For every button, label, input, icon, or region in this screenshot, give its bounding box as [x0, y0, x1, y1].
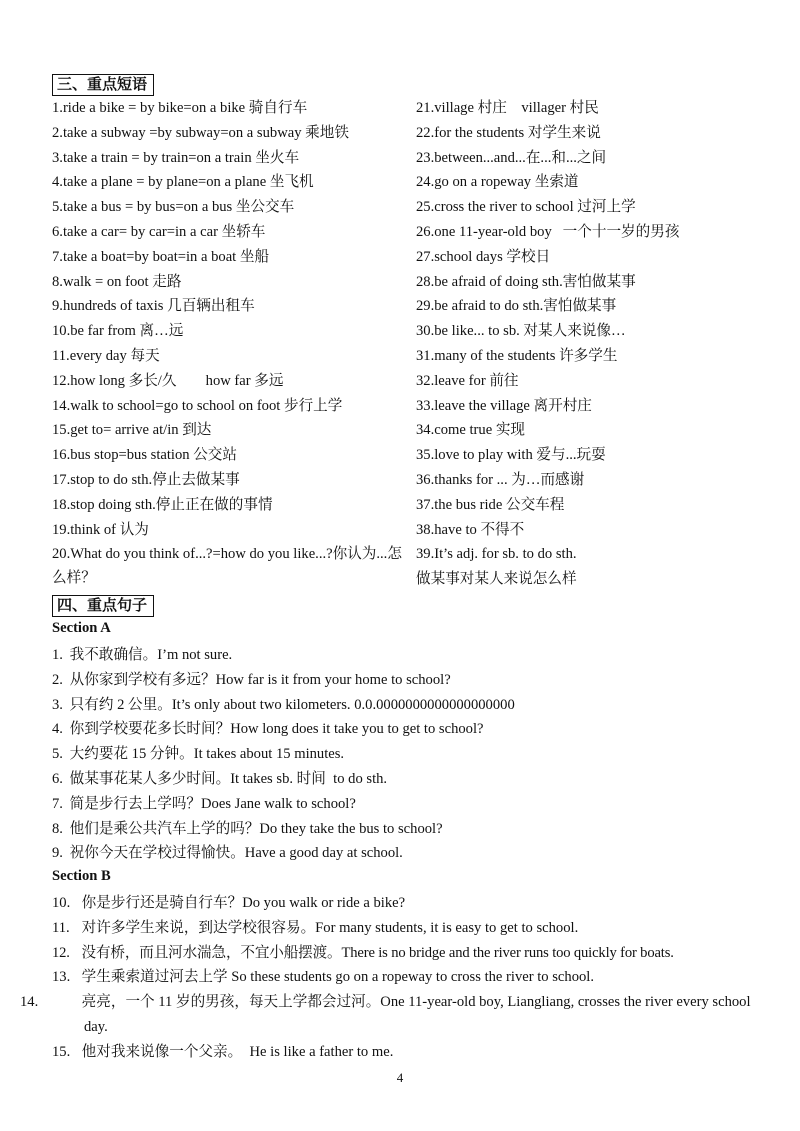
phrase-item: 20.What do you think of...?=how do you like...?你认为...怎么样？ — [52, 546, 402, 587]
phrase-list-left — [52, 96, 402, 590]
phrase-item: 39.It’s adj. for sb. to do sth. — [416, 546, 577, 563]
section-b-title: Section B — [52, 868, 111, 884]
sentence-item — [52, 693, 772, 718]
sentence-item — [52, 767, 772, 792]
phrase-item: 1.ride a bike = by bike=on a bike 骑自行车 — [52, 100, 308, 116]
sentence-text: 学生乘索道过河去上学 So these students go on a ropeway to cross the river to school. — [81, 969, 594, 986]
sentence-item — [52, 817, 772, 842]
page-number: 4 — [396, 1070, 404, 1085]
sentence-text: 你是步行还是骑自行车？Do you walk or ride a bike? — [81, 895, 406, 911]
sentence-number: 6. — [52, 770, 63, 787]
phrase-item: 24.go on a ropeway 坐索道 — [416, 174, 579, 191]
phrase-item: 5.take a bus = by bus=on a bus 坐公交车 — [52, 199, 295, 216]
phrase-item: 8.walk = on foot 走路 — [52, 273, 182, 290]
sentence-text: 我不敢确信。I’m not sure. — [69, 647, 233, 663]
phrase-item: 做某事对某人来说怎么样 — [416, 571, 577, 588]
sentence-item — [52, 941, 772, 966]
phrase-item: 9.hundreds of taxis 几百辆出租车 — [52, 298, 255, 315]
phrase-item: 18.stop doing sth.停止正在做的事情 — [52, 496, 273, 513]
phrase-item: 31.many of the students 许多学生 — [416, 347, 618, 364]
sentence-item — [52, 965, 772, 990]
phrase-item: 30.be like... to sb. 对某人来说像… — [416, 323, 626, 340]
section-a-sentences — [52, 643, 772, 866]
sentence-item — [52, 916, 772, 941]
sentence-number: 13. — [52, 969, 71, 986]
sentence-number: 3. — [52, 696, 63, 713]
sentence-number: 2. — [52, 671, 63, 688]
phrase-item: 28.be afraid of doing sth.害怕做某事 — [416, 273, 636, 290]
sentence-item — [52, 792, 772, 817]
phrase-item: 21.village 村庄 villager 村民 — [416, 100, 599, 116]
phrase-item: 35.love to play with 爱与...玩耍 — [416, 447, 606, 464]
phrase-item: 6.take a car= by car=in a car 坐轿车 — [52, 223, 266, 240]
sentence-number: 15. — [52, 1043, 71, 1060]
sentence-text: 只有约 2 公里。It’s only about two kilometers. 0.0.0000000000000000000 — [69, 696, 515, 713]
sentence-number: 9. — [52, 845, 63, 862]
sentence-text: 他对我来说像一个父亲。 He is like a father to me. — [81, 1043, 394, 1060]
sentence-item — [52, 668, 772, 693]
section-heading-key-phrases: 三、重点短语 — [52, 74, 154, 96]
sentence-item — [52, 742, 772, 767]
phrase-item: 4.take a plane = by plane=on a plane 坐飞机 — [52, 174, 314, 191]
phrase-item: 17.stop to do sth.停止去做某事 — [52, 471, 240, 488]
sentence-text: 大约要花 15 分钟。It takes about 15 minutes. — [69, 746, 345, 763]
sentence-text: 简是步行去上学吗？Does Jane walk to school? — [69, 795, 356, 812]
phrase-item: 38.have to 不得不 — [416, 521, 525, 538]
phrase-item: 19.think of 认为 — [52, 521, 149, 538]
sentence-item — [52, 717, 772, 742]
sentence-item — [52, 1040, 772, 1065]
sentence-number: 12. — [52, 944, 70, 961]
phrase-item: 12.how long 多长/久 how far 多远 — [52, 372, 284, 389]
sentence-text: 你到学校要花多长时间？How long does it take you to get to school? — [69, 721, 484, 738]
phrase-item: 2.take a subway =by subway=on a subway 乘地铁 — [52, 124, 349, 141]
phrase-item: 34.come true 实现 — [416, 422, 526, 439]
phrase-item: 3.take a train = by train=on a train 坐火车 — [52, 149, 300, 166]
phrase-item: 7.take a boat=by boat=in a boat 坐船 — [52, 248, 270, 265]
phrase-item: 27.school days 学校日 — [416, 248, 551, 265]
sentence-text: 他们是乘公共汽车上学的吗？Do they take the bus to school? — [69, 820, 443, 837]
sentence-item — [52, 643, 772, 668]
sentence-number: 10. — [52, 895, 71, 911]
phrase-item: 15.get to= arrive at/in 到达 — [52, 422, 212, 439]
phrase-item: 25.cross the river to school 过河上学 — [416, 199, 636, 216]
phrase-item: 23.between...and...在...和...之间 — [416, 149, 607, 166]
sentence-text: 亮亮，一个 11 岁的男孩，每天上学都会过河。One 11-year-old boy, Liangliang, crosses the river every school day. — [81, 994, 751, 1035]
sentence-text: 从你家到学校有多远？How far is it from your home to school? — [69, 671, 451, 688]
phrase-item: 36.thanks for ... 为…而感谢 — [416, 471, 585, 488]
sentence-text: 祝你今天在学校过得愉快。Have a good day at school. — [69, 845, 403, 862]
sentence-text: 做某事花某人多少时间。It takes sb. 时间 to do sth. — [69, 770, 388, 787]
sentence-number: 1. — [52, 647, 63, 663]
sentence-item — [20, 990, 772, 1040]
section-b-sentences — [20, 891, 772, 1065]
phrase-item: 37.the bus ride 公交车程 — [416, 496, 565, 513]
sentence-number: 4. — [52, 721, 63, 738]
phrase-item: 32.leave for 前往 — [416, 372, 519, 389]
phrase-item: 26.one 11-year-old boy 一个十一岁的男孩 — [416, 223, 680, 240]
sentence-item — [52, 891, 772, 916]
phrase-list-right — [416, 96, 766, 592]
sentence-number: 11. — [52, 919, 70, 936]
section-heading-key-sentences: 四、重点句子 — [52, 595, 154, 617]
sentence-number: 7. — [52, 795, 63, 812]
phrase-item: 33.leave the village 离开村庄 — [416, 397, 592, 414]
phrase-item: 11.every day 每天 — [52, 347, 160, 364]
sentence-number: 5. — [52, 746, 63, 763]
sentence-number: 8. — [52, 820, 63, 837]
sentence-number: 14. — [20, 994, 39, 1011]
phrase-item: 22.for the students 对学生来说 — [416, 124, 601, 141]
phrase-item: 14.walk to school=go to school on foot 步行上学 — [52, 397, 343, 414]
phrase-item: 29.be afraid to do sth.害怕做某事 — [416, 298, 617, 315]
phrase-item: 10.be far from 离…远 — [52, 323, 184, 340]
sentence-item — [52, 841, 772, 866]
sentence-text: 对许多学生来说，到达学校很容易。For many students, it is easy to get to school. — [81, 919, 579, 936]
sentence-text: 没有桥，而且河水湍急，不宜小船摆渡。There is no bridge and the river runs too quickly for boats. — [81, 944, 674, 961]
phrase-item: 16.bus stop=bus station 公交站 — [52, 447, 237, 464]
section-a-title: Section A — [52, 620, 111, 636]
